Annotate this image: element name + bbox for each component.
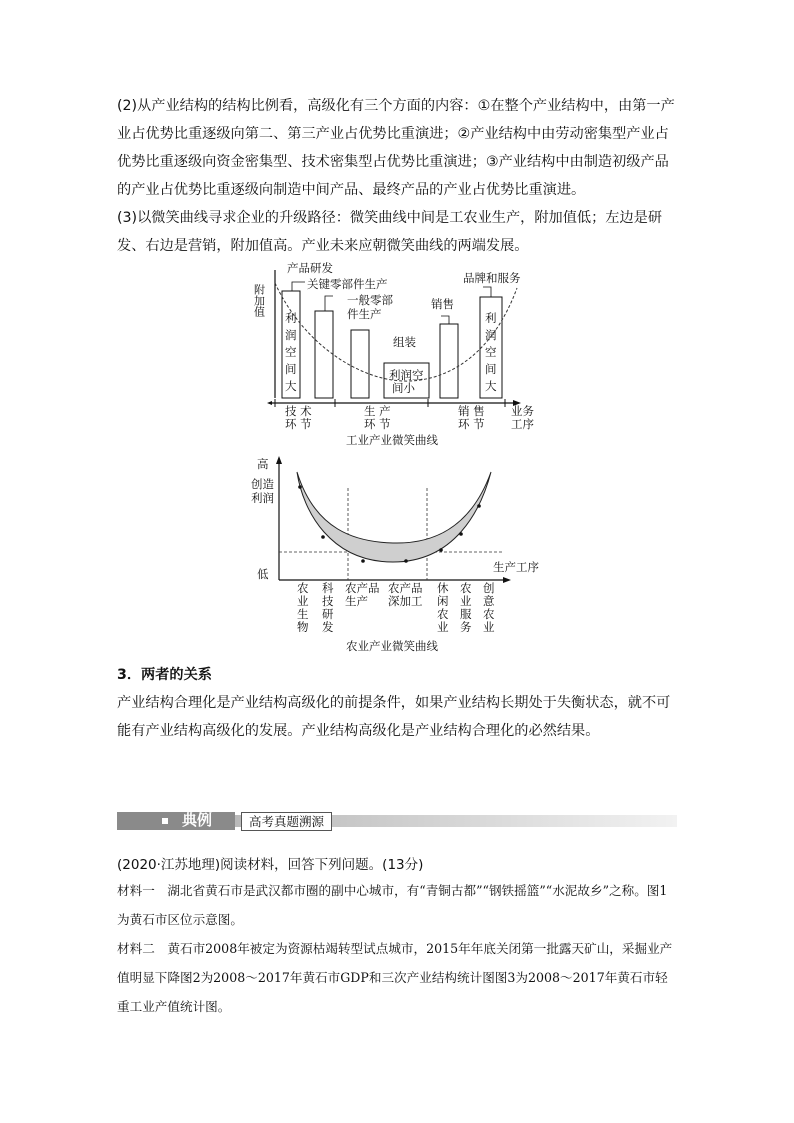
col2-c4: 发 [322,620,334,634]
bar-brand-char-1: 利 [485,311,497,325]
label-brand: 品牌和服务 [463,271,521,285]
y-top-label: 高 [257,457,269,471]
segment-prod-2: 环 节 [364,417,391,431]
bar-key-parts [315,311,333,398]
col4-line1: 农产品 [388,581,423,595]
paragraph-smile-curve: (3)以微笑曲线寻求企业的升级路径：微笑曲线中间是工农业生产，附加值低；左边是研发、右边是营销，附加值高。产业未来应朝微笑曲线的两端发展。 [117,210,663,254]
label-rd: 产品研发 [287,261,333,275]
bar-general-parts [351,330,369,398]
col2-c3: 研 [322,607,334,621]
y-label-2: 利润 [251,491,274,505]
segment-sale-2: 环 节 [458,417,485,431]
section-3-body: 产业结构合理化是产业结构高级化的前提条件，如果产业结构长期处于失衡状态，就不可能有产业结构高级化的发展。产业结构高级化是产业结构合理化的必然结果。 [117,695,671,739]
col7-c1: 创 [483,581,495,595]
smile-band [297,472,491,562]
segment-prod-1: 生 产 [364,404,391,418]
bar-brand-char-5: 大 [485,379,497,393]
col6-c3: 服 [460,607,472,621]
col3-line2: 生产 [345,594,368,608]
example-section-bar [117,809,677,833]
col1-c4: 物 [297,620,309,634]
y-axis-label: 附加值 [252,284,266,317]
col7-c2: 意 [483,594,495,608]
col3-line1: 农产品 [345,581,380,595]
col5-c4: 业 [437,620,449,634]
y-label-1: 创造 [251,477,274,491]
col1-c1: 农 [297,581,309,595]
y-bottom-label: 低 [257,567,269,581]
bar-assembly-text-1: 利润空 [389,368,424,382]
x-axis-end-label-2: 工序 [511,417,534,431]
example-sub-label: 高考真题溯源 [241,812,332,831]
bar-sales [440,324,458,398]
question-source: (2020·江苏地理)阅读材料，回答下列问题。(13分) [117,857,424,873]
bar-rd-char-2: 润 [285,328,297,342]
col1-c2: 业 [297,594,309,608]
bar-brand-char-2: 润 [485,328,497,342]
col7-c4: 业 [483,620,495,634]
bar-brand-char-3: 空 [485,345,497,359]
col2-c1: 科 [322,581,334,595]
example-label: 典例 [182,811,213,829]
col6-c2: 业 [460,594,472,608]
col1-c3: 生 [297,607,309,621]
material-1: 材料一 湖北省黄石市是武汉都市圈的副中心城市，有“青铜古都”“钢铁摇篮”“水泥故乡”之称。图1为黄石市区位示意图。 [117,883,668,927]
col5-c2: 闲 [437,594,449,608]
industrial-smile-curve-figure [245,258,550,448]
square-bullet-icon [162,818,168,824]
figure1-caption: 工业产业微笑曲线 [346,433,438,447]
section-3-title: 3．两者的关系 [117,667,212,683]
material-2: 材料二 黄石市2008年被定为资源枯竭转型试点城市，2015年年底关闭第一批露天矿山，采掘业产值明显下降图2为2008～2017年黄石市GDP和三次产业结构统计图图3为2008～2017年黄石市轻重工业产值统计图。 [117,941,673,1014]
bar-rd-char-1: 利 [285,311,297,325]
label-sales: 销售 [431,297,454,311]
col6-c4: 务 [460,620,472,634]
x-axis-end-label-1: 业务 [511,404,534,418]
segment-sale-1: 销 售 [458,404,485,418]
paragraph-structure-ratio: (2)从产业结构的结构比例看，高级化有三个方面的内容：①在整个产业结构中，由第一产业占优势比重逐级向第二、第三产业占优势比重演进；②产业结构中由劳动密集型产业占优势比重逐级向资金密集型、技术密集型占优势比重演进；③产业结构中由制造初级产品的产业占优势比重逐级向制造中间产品、最终产品的产业占优势比重演进。 [117,98,675,198]
col7-c3: 农 [483,607,495,621]
label-key-parts: 关键零部件生产 [307,277,388,291]
col6-c1: 农 [460,581,472,595]
col2-c2: 技 [322,594,334,608]
bar-assembly-text-2: 间小 [392,381,415,395]
col5-c3: 农 [437,607,449,621]
x-axis-label: 生产工序 [493,560,539,574]
label-general-parts-2: 件生产 [347,307,382,321]
bar-brand-char-4: 间 [485,362,497,376]
col5-c1: 休 [437,581,449,595]
bar-rd-char-4: 间 [285,362,297,376]
label-assembly: 组装 [393,335,416,349]
bar-rd-char-3: 空 [285,345,297,359]
segment-tech-2: 环 节 [285,417,312,431]
segment-tech-1: 技 术 [285,404,312,418]
label-general-parts-1: 一般零部 [347,293,393,307]
agricultural-smile-curve-figure [245,450,555,660]
figure2-caption: 农业产业微笑曲线 [346,639,438,653]
col4-line2: 深加工 [388,594,423,608]
bar-rd-char-5: 大 [285,379,297,393]
